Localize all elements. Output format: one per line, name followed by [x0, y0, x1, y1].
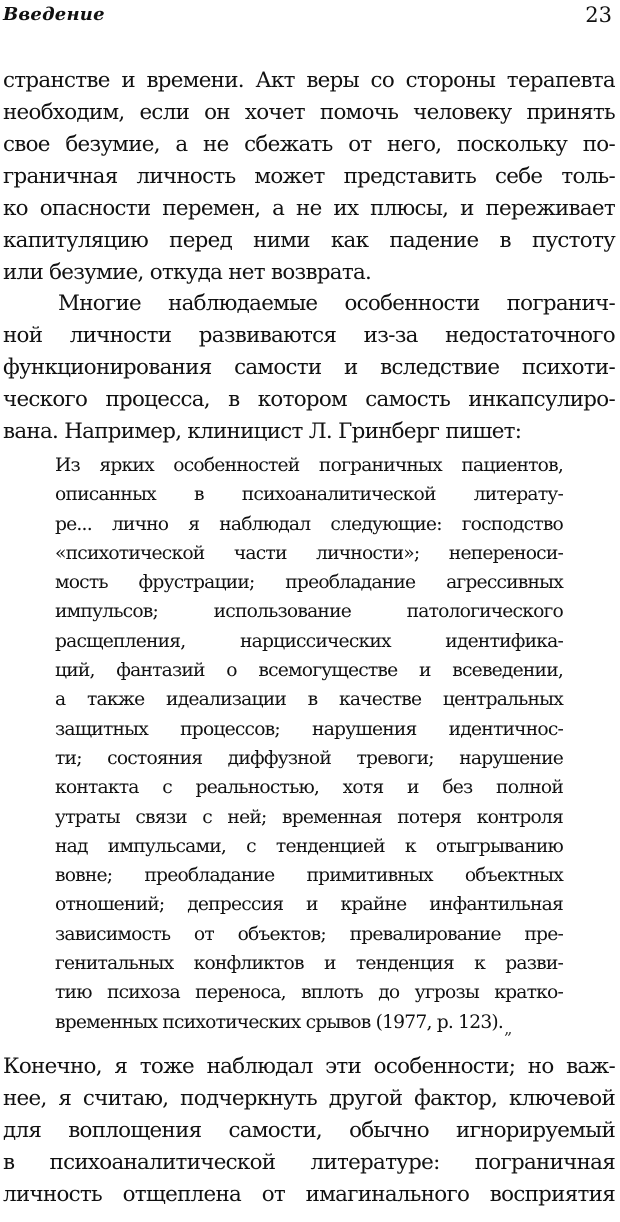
paragraph-line: свое безумие, а не сбежать от него, поскольку по-	[3, 132, 615, 157]
paragraph-line: ко опасности перемен, а не их плюсы, и переживает	[3, 196, 615, 221]
paragraph-borderline-features	[3, 288, 615, 448]
quote-line: зависимость от объектов; превалирование пре-	[55, 923, 563, 945]
paragraph-line: нее, я считаю, подчеркнуть другой фактор, ключевой	[3, 1086, 615, 1111]
quote-line: а также идеализации в качестве центральных	[55, 689, 563, 711]
quote-line: отношений; депрессия и крайне инфантильная	[55, 894, 563, 916]
quote-line: вовне; преобладание примитивных объектных	[55, 865, 563, 887]
quote-line: тию психоза переноса, вплоть до угрозы кратко-	[55, 982, 563, 1004]
paragraph-line: для воплощения самости, обычно игнорируемый	[3, 1118, 615, 1143]
quote-line: защитных процессов; нарушения идентичнос-	[55, 718, 563, 740]
quote-line: утраты связи с ней; временная потеря контроля	[55, 806, 563, 828]
quote-line: мость фрустрации; преобладание агрессивных	[55, 572, 563, 594]
page-header	[0, 0, 620, 36]
paragraph-line: необходим, если он хочет помочь человеку принять	[3, 100, 615, 125]
quote-line: ций, фантазий о всемогуществе и всеведении,	[55, 660, 563, 682]
quote-line: над импульсами, с тенденцией к отыгрыванию	[55, 835, 563, 857]
paragraph-line: ной личности развиваются из-за недостаточного	[3, 323, 615, 348]
paragraph-line: странстве и времени. Акт веры со стороны терапевта	[3, 68, 615, 93]
quote-line: ти; состояния диффузной тревоги; нарушение	[55, 747, 563, 769]
quote-closing-mark: „	[504, 1018, 512, 1038]
paragraph-line: ческого процесса, в котором самость инкапсулиро-	[3, 387, 615, 412]
quote-line: описанных в психоаналитической литерату-	[55, 484, 563, 506]
paragraph-line: функционирования самости и вследствие психоти-	[3, 355, 615, 380]
paragraph-author-comment	[3, 1051, 615, 1211]
paragraph-line: Многие наблюдаемые особенности погранич-	[58, 291, 615, 316]
quote-line: расщепления, нарциссических идентифика-	[55, 630, 563, 652]
quote-line: генитальных конфликтов и тенденция к разви-	[55, 953, 563, 975]
quote-line: импульсов; использование патологического	[55, 601, 563, 623]
paragraph-line: или безумие, откуда нет возврата.	[3, 260, 372, 285]
paragraph-line: капитуляцию перед ними как падение в пустоту	[3, 228, 615, 253]
paragraph-line: граничная личность может представить себе толь-	[3, 164, 615, 189]
paragraph-continuation	[3, 65, 615, 289]
quote-line: ре... лично я наблюдал следующие: господство	[55, 513, 563, 535]
running-head: Введение	[3, 4, 105, 25]
paragraph-line: Конечно, я тоже наблюдал эти особенности; но важ-	[3, 1054, 615, 1079]
paragraph-line: личность отщеплена от имагинального восприятия	[3, 1182, 615, 1207]
quote-line: Из ярких особенностей пограничных пациентов,	[55, 455, 563, 476]
quote-final-text: временных психотических срывов (1977, р. 123).	[55, 1011, 504, 1033]
quote-line-final	[55, 1008, 563, 1043]
quote-line: контакта с реальностью, хотя и без полной	[55, 777, 563, 799]
paragraph-line: вана. Например, клиницист Л. Гринберг пишет:	[3, 419, 522, 444]
paragraph-line: в психоаналитической литературе: пограничная	[3, 1150, 615, 1175]
quote-line: «психотической части личности»; непереноси-	[55, 542, 563, 564]
page-number: 23	[585, 3, 612, 27]
block-quote	[55, 451, 563, 1043]
